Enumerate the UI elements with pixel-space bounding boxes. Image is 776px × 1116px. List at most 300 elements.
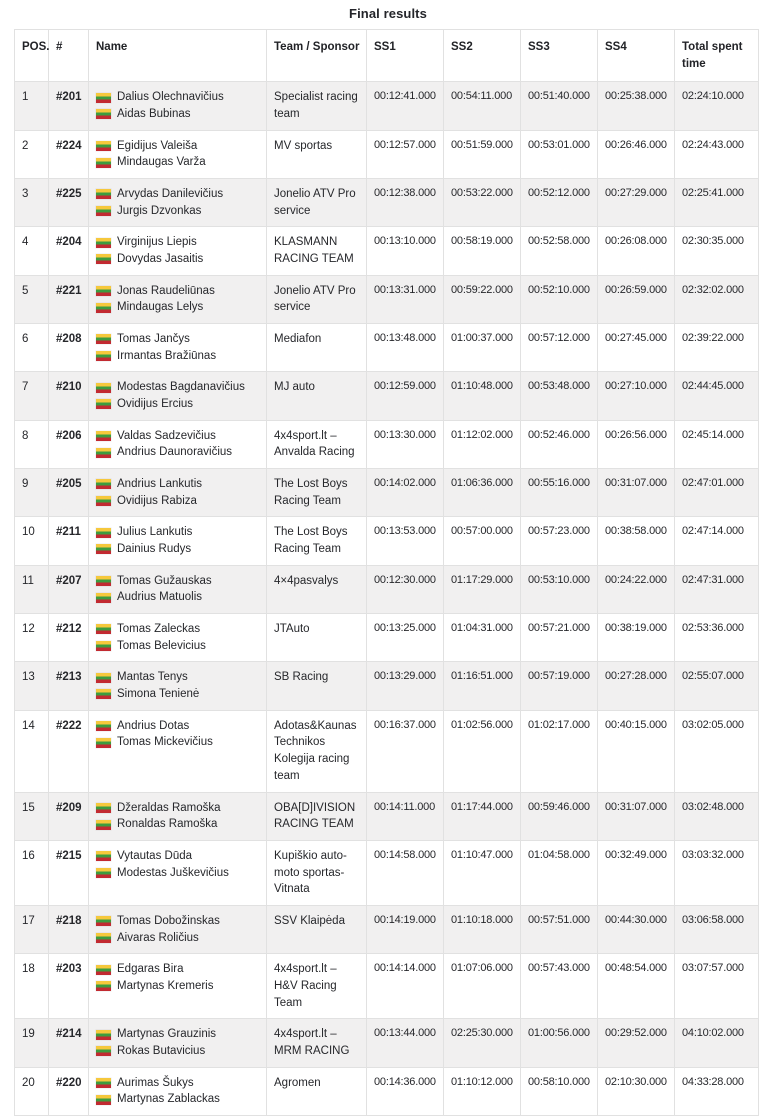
name-cell [89, 1067, 267, 1115]
team-cell: MV sportas [267, 130, 367, 178]
driver-line [96, 186, 260, 203]
lithuania-flag-icon [96, 431, 111, 441]
lithuania-flag-icon [96, 351, 111, 361]
ss1-time-cell: 00:14:19.000 [367, 905, 444, 953]
driver-line [96, 138, 260, 155]
ss2-time-cell: 01:16:51.000 [444, 662, 521, 710]
driver-line [96, 89, 260, 106]
driver-name: Dovydas Jasaitis [117, 253, 204, 266]
ss4-time-cell: 00:27:28.000 [598, 662, 675, 710]
driver-line [96, 234, 260, 251]
result-row [15, 954, 759, 1019]
ss3-time-cell: 00:52:10.000 [521, 275, 598, 323]
name-cell [89, 227, 267, 275]
driver-name: Ovidijus Ercius [117, 398, 194, 411]
lithuania-flag-icon [96, 303, 111, 313]
driver-line [96, 621, 260, 638]
total-time-cell: 02:25:41.000 [675, 179, 759, 227]
driver-name: Modestas Juškevičius [117, 866, 229, 879]
result-row [15, 179, 759, 227]
car-number-cell: #224 [49, 130, 89, 178]
pos-cell: 1 [15, 82, 49, 130]
team-cell: Agromen [267, 1067, 367, 1115]
driver-name: Dalius Olechnavičius [117, 91, 224, 104]
ss4-time-cell: 02:10:30.000 [598, 1067, 675, 1115]
ss1-time-cell: 00:12:30.000 [367, 565, 444, 613]
ss2-time-cell: 00:53:22.000 [444, 179, 521, 227]
total-time-cell: 03:06:58.000 [675, 905, 759, 953]
pos-cell: 4 [15, 227, 49, 275]
ss4-time-cell: 00:27:10.000 [598, 372, 675, 420]
team-cell: The Lost Boys Racing Team [267, 517, 367, 565]
driver-line [96, 348, 260, 365]
lithuania-flag-icon [96, 1046, 111, 1056]
car-number-cell: #211 [49, 517, 89, 565]
result-row [15, 420, 759, 468]
total-time-cell: 02:45:14.000 [675, 420, 759, 468]
lithuania-flag-icon [96, 689, 111, 699]
column-header-ss2: SS2 [444, 30, 521, 82]
pos-cell: 8 [15, 420, 49, 468]
ss1-time-cell: 00:13:48.000 [367, 324, 444, 372]
column-header-total-time: Total spent time [675, 30, 759, 82]
car-number-cell: #208 [49, 324, 89, 372]
pos-cell: 3 [15, 179, 49, 227]
lithuania-flag-icon [96, 286, 111, 296]
total-time-cell: 03:02:48.000 [675, 792, 759, 840]
lithuania-flag-icon [96, 528, 111, 538]
ss3-time-cell: 00:57:43.000 [521, 954, 598, 1019]
name-cell [89, 565, 267, 613]
driver-line [96, 865, 260, 882]
lithuania-flag-icon [96, 1030, 111, 1040]
lithuania-flag-icon [96, 673, 111, 683]
result-row [15, 275, 759, 323]
driver-name: Virginijus Liepis [117, 236, 197, 249]
driver-name: Mindaugas Lelys [117, 301, 204, 314]
driver-line [96, 589, 260, 606]
car-number-cell: #205 [49, 469, 89, 517]
ss3-time-cell: 00:57:51.000 [521, 905, 598, 953]
lithuania-flag-icon [96, 479, 111, 489]
ss4-time-cell: 00:26:46.000 [598, 130, 675, 178]
ss2-time-cell: 01:12:02.000 [444, 420, 521, 468]
lithuania-flag-icon [96, 383, 111, 393]
ss2-time-cell: 01:00:37.000 [444, 324, 521, 372]
total-time-cell: 02:47:14.000 [675, 517, 759, 565]
result-row [15, 130, 759, 178]
driver-line [96, 816, 260, 833]
pos-cell: 10 [15, 517, 49, 565]
car-number-cell: #210 [49, 372, 89, 420]
ss4-time-cell: 00:27:29.000 [598, 179, 675, 227]
car-number-cell: #209 [49, 792, 89, 840]
driver-name: Jurgis Dzvonkas [117, 204, 202, 217]
ss1-time-cell: 00:13:44.000 [367, 1019, 444, 1067]
car-number-cell: #214 [49, 1019, 89, 1067]
result-row [15, 517, 759, 565]
car-number-cell: #220 [49, 1067, 89, 1115]
result-row [15, 840, 759, 905]
ss2-time-cell: 01:07:06.000 [444, 954, 521, 1019]
header-row [15, 30, 759, 82]
driver-name: Tomas Jančys [117, 333, 190, 346]
lithuania-flag-icon [96, 721, 111, 731]
car-number-cell: #207 [49, 565, 89, 613]
lithuania-flag-icon [96, 544, 111, 554]
ss2-time-cell: 00:57:00.000 [444, 517, 521, 565]
table-header [15, 30, 759, 82]
driver-name: Dainius Rudys [117, 543, 192, 556]
ss4-time-cell: 00:38:19.000 [598, 614, 675, 662]
ss2-time-cell: 00:51:59.000 [444, 130, 521, 178]
driver-line [96, 476, 260, 493]
driver-name: Edgaras Bira [117, 963, 184, 976]
lithuania-flag-icon [96, 851, 111, 861]
ss1-time-cell: 00:12:59.000 [367, 372, 444, 420]
driver-name: Simona Tenienė [117, 688, 200, 701]
car-number-cell: #201 [49, 82, 89, 130]
name-cell [89, 179, 267, 227]
pos-cell: 11 [15, 565, 49, 613]
team-cell: SB Racing [267, 662, 367, 710]
total-time-cell: 02:30:35.000 [675, 227, 759, 275]
ss1-time-cell: 00:13:53.000 [367, 517, 444, 565]
ss3-time-cell: 00:51:40.000 [521, 82, 598, 130]
name-cell [89, 905, 267, 953]
driver-line [96, 396, 260, 413]
lithuania-flag-icon [96, 238, 111, 248]
driver-name: Aurimas Šukys [117, 1076, 194, 1089]
driver-line [96, 379, 260, 396]
driver-line [96, 1091, 260, 1108]
ss3-time-cell: 00:57:19.000 [521, 662, 598, 710]
driver-name: Jonas Raudeliūnas [117, 284, 215, 297]
driver-line [96, 848, 260, 865]
driver-name: Tomas Belevicius [117, 639, 206, 652]
name-cell [89, 710, 267, 792]
ss3-time-cell: 00:53:10.000 [521, 565, 598, 613]
ss3-time-cell: 00:57:23.000 [521, 517, 598, 565]
total-time-cell: 04:33:28.000 [675, 1067, 759, 1115]
ss4-time-cell: 00:25:38.000 [598, 82, 675, 130]
driver-line [96, 444, 260, 461]
driver-name: Ronaldas Ramoška [117, 818, 218, 831]
ss4-time-cell: 00:26:56.000 [598, 420, 675, 468]
team-cell: Jonelio ATV Pro service [267, 275, 367, 323]
lithuania-flag-icon [96, 916, 111, 926]
driver-line [96, 493, 260, 510]
pos-cell: 18 [15, 954, 49, 1019]
team-cell: 4x4sport.lt – Anvalda Racing [267, 420, 367, 468]
ss1-time-cell: 00:12:57.000 [367, 130, 444, 178]
driver-line [96, 299, 260, 316]
driver-name: Irmantas Bražiūnas [117, 349, 217, 362]
lithuania-flag-icon [96, 109, 111, 119]
total-time-cell: 03:07:57.000 [675, 954, 759, 1019]
result-row [15, 469, 759, 517]
pos-cell: 5 [15, 275, 49, 323]
team-cell: JTAuto [267, 614, 367, 662]
team-cell: Adotas&Kaunas Technikos Kolegija racing team [267, 710, 367, 792]
driver-name: Tomas Mickevičius [117, 736, 213, 749]
lithuania-flag-icon [96, 933, 111, 943]
total-time-cell: 02:53:36.000 [675, 614, 759, 662]
lithuania-flag-icon [96, 965, 111, 975]
ss4-time-cell: 00:31:07.000 [598, 469, 675, 517]
lithuania-flag-icon [96, 496, 111, 506]
lithuania-flag-icon [96, 803, 111, 813]
lithuania-flag-icon [96, 820, 111, 830]
team-cell: 4×4pasvalys [267, 565, 367, 613]
driver-name: Tomas Zaleckas [117, 623, 201, 636]
driver-line [96, 573, 260, 590]
driver-line [96, 734, 260, 751]
team-cell: Jonelio ATV Pro service [267, 179, 367, 227]
pos-cell: 13 [15, 662, 49, 710]
car-number-cell: #212 [49, 614, 89, 662]
ss1-time-cell: 00:13:30.000 [367, 420, 444, 468]
driver-name: Džeraldas Ramoška [117, 801, 221, 814]
ss3-time-cell: 00:53:01.000 [521, 130, 598, 178]
driver-name: Mantas Tenys [117, 671, 188, 684]
total-time-cell: 04:10:02.000 [675, 1019, 759, 1067]
driver-name: Vytautas Dūda [117, 849, 193, 862]
driver-name: Audrius Matuolis [117, 591, 203, 604]
team-cell: 4x4sport.lt – H&V Racing Team [267, 954, 367, 1019]
column-header-team-sponsor: Team / Sponsor [267, 30, 367, 82]
team-cell: OBA[D]IVISION RACING TEAM [267, 792, 367, 840]
driver-name: Modestas Bagdanavičius [117, 381, 245, 394]
ss3-time-cell: 00:52:58.000 [521, 227, 598, 275]
page-title: Final results [349, 6, 427, 21]
result-row [15, 372, 759, 420]
total-time-cell: 02:24:10.000 [675, 82, 759, 130]
ss1-time-cell: 00:13:10.000 [367, 227, 444, 275]
result-row [15, 82, 759, 130]
lithuania-flag-icon [96, 641, 111, 651]
ss2-time-cell: 01:17:29.000 [444, 565, 521, 613]
column-header-pos: POS. [15, 30, 49, 82]
ss2-time-cell: 01:10:12.000 [444, 1067, 521, 1115]
ss2-time-cell: 01:10:18.000 [444, 905, 521, 953]
ss4-time-cell: 00:38:58.000 [598, 517, 675, 565]
ss2-time-cell: 01:06:36.000 [444, 469, 521, 517]
column-header-car-number: # [49, 30, 89, 82]
driver-line [96, 524, 260, 541]
ss4-time-cell: 00:32:49.000 [598, 840, 675, 905]
ss3-time-cell: 01:00:56.000 [521, 1019, 598, 1067]
table-body [15, 82, 759, 1116]
ss2-time-cell: 02:25:30.000 [444, 1019, 521, 1067]
pos-cell: 14 [15, 710, 49, 792]
pos-cell: 7 [15, 372, 49, 420]
ss4-time-cell: 00:31:07.000 [598, 792, 675, 840]
ss1-time-cell: 00:16:37.000 [367, 710, 444, 792]
total-time-cell: 02:24:43.000 [675, 130, 759, 178]
pos-cell: 20 [15, 1067, 49, 1115]
total-time-cell: 02:47:31.000 [675, 565, 759, 613]
driver-name: Egidijus Valeiša [117, 139, 198, 152]
driver-line [96, 669, 260, 686]
ss4-time-cell: 00:24:22.000 [598, 565, 675, 613]
driver-line [96, 638, 260, 655]
name-cell [89, 372, 267, 420]
driver-line [96, 283, 260, 300]
car-number-cell: #215 [49, 840, 89, 905]
result-row [15, 792, 759, 840]
driver-name: Rokas Butavicius [117, 1044, 206, 1057]
column-header-ss1: SS1 [367, 30, 444, 82]
result-row [15, 227, 759, 275]
ss3-time-cell: 00:57:12.000 [521, 324, 598, 372]
lithuania-flag-icon [96, 576, 111, 586]
ss3-time-cell: 01:04:58.000 [521, 840, 598, 905]
driver-line [96, 718, 260, 735]
team-cell: KLASMANN RACING TEAM [267, 227, 367, 275]
team-cell: 4x4sport.lt – MRM RACING [267, 1019, 367, 1067]
lithuania-flag-icon [96, 93, 111, 103]
lithuania-flag-icon [96, 399, 111, 409]
name-cell [89, 420, 267, 468]
lithuania-flag-icon [96, 158, 111, 168]
driver-name: Ovidijus Rabiza [117, 494, 197, 507]
ss4-time-cell: 00:44:30.000 [598, 905, 675, 953]
driver-line [96, 800, 260, 817]
driver-line [96, 930, 260, 947]
team-cell: Kupiškio auto-moto sportas-Vitnata [267, 840, 367, 905]
name-cell [89, 517, 267, 565]
team-cell: The Lost Boys Racing Team [267, 469, 367, 517]
ss3-time-cell: 00:55:16.000 [521, 469, 598, 517]
team-cell: SSV Klaipėda [267, 905, 367, 953]
name-cell [89, 954, 267, 1019]
driver-line [96, 154, 260, 171]
car-number-cell: #204 [49, 227, 89, 275]
driver-name: Andrius Daunoravičius [117, 446, 233, 459]
pos-cell: 17 [15, 905, 49, 953]
name-cell [89, 275, 267, 323]
pos-cell: 15 [15, 792, 49, 840]
driver-name: Martynas Grauzinis [117, 1028, 217, 1041]
total-time-cell: 02:55:07.000 [675, 662, 759, 710]
column-header-ss3: SS3 [521, 30, 598, 82]
driver-name: Andrius Dotas [117, 719, 190, 732]
driver-line [96, 1043, 260, 1060]
lithuania-flag-icon [96, 1078, 111, 1088]
car-number-cell: #225 [49, 179, 89, 227]
pos-cell: 6 [15, 324, 49, 372]
result-row [15, 710, 759, 792]
ss1-time-cell: 00:14:11.000 [367, 792, 444, 840]
name-cell [89, 130, 267, 178]
lithuania-flag-icon [96, 981, 111, 991]
car-number-cell: #222 [49, 710, 89, 792]
lithuania-flag-icon [96, 1095, 111, 1105]
column-header-ss4: SS4 [598, 30, 675, 82]
ss4-time-cell: 00:40:15.000 [598, 710, 675, 792]
driver-line [96, 251, 260, 268]
ss4-time-cell: 00:29:52.000 [598, 1019, 675, 1067]
driver-line [96, 428, 260, 445]
car-number-cell: #218 [49, 905, 89, 953]
ss1-time-cell: 00:14:02.000 [367, 469, 444, 517]
pos-cell: 12 [15, 614, 49, 662]
ss2-time-cell: 01:10:47.000 [444, 840, 521, 905]
lithuania-flag-icon [96, 141, 111, 151]
ss1-time-cell: 00:13:25.000 [367, 614, 444, 662]
ss1-time-cell: 00:13:29.000 [367, 662, 444, 710]
total-time-cell: 02:39:22.000 [675, 324, 759, 372]
ss2-time-cell: 00:54:11.000 [444, 82, 521, 130]
pos-cell: 2 [15, 130, 49, 178]
result-row [15, 1067, 759, 1115]
final-results-table [14, 29, 759, 1116]
ss2-time-cell: 01:04:31.000 [444, 614, 521, 662]
car-number-cell: #221 [49, 275, 89, 323]
driver-line [96, 686, 260, 703]
driver-name: Tomas Dobožinskas [117, 914, 220, 927]
lithuania-flag-icon [96, 868, 111, 878]
team-cell: Mediafon [267, 324, 367, 372]
result-row [15, 614, 759, 662]
car-number-cell: #203 [49, 954, 89, 1019]
ss1-time-cell: 00:13:31.000 [367, 275, 444, 323]
ss2-time-cell: 00:59:22.000 [444, 275, 521, 323]
ss1-time-cell: 00:14:36.000 [367, 1067, 444, 1115]
lithuania-flag-icon [96, 189, 111, 199]
ss2-time-cell: 00:58:19.000 [444, 227, 521, 275]
driver-name: Aivaras Roličius [117, 931, 199, 944]
lithuania-flag-icon [96, 624, 111, 634]
lithuania-flag-icon [96, 738, 111, 748]
ss1-time-cell: 00:12:41.000 [367, 82, 444, 130]
pos-cell: 16 [15, 840, 49, 905]
pos-cell: 9 [15, 469, 49, 517]
result-row [15, 905, 759, 953]
ss4-time-cell: 00:26:59.000 [598, 275, 675, 323]
name-cell [89, 662, 267, 710]
total-time-cell: 02:44:45.000 [675, 372, 759, 420]
driver-name: Andrius Lankutis [117, 478, 203, 491]
driver-name: Arvydas Danilevičius [117, 188, 224, 201]
car-number-cell: #213 [49, 662, 89, 710]
result-row [15, 1019, 759, 1067]
ss3-time-cell: 01:02:17.000 [521, 710, 598, 792]
driver-name: Julius Lankutis [117, 526, 193, 539]
ss4-time-cell: 00:48:54.000 [598, 954, 675, 1019]
ss1-time-cell: 00:12:38.000 [367, 179, 444, 227]
name-cell [89, 469, 267, 517]
ss3-time-cell: 00:59:46.000 [521, 792, 598, 840]
result-row [15, 565, 759, 613]
ss2-time-cell: 01:10:48.000 [444, 372, 521, 420]
column-header-name: Name [89, 30, 267, 82]
lithuania-flag-icon [96, 254, 111, 264]
lithuania-flag-icon [96, 448, 111, 458]
driver-line [96, 541, 260, 558]
ss3-time-cell: 00:52:46.000 [521, 420, 598, 468]
driver-name: Mindaugas Varža [117, 156, 206, 169]
total-time-cell: 02:47:01.000 [675, 469, 759, 517]
driver-line [96, 913, 260, 930]
ss3-time-cell: 00:52:12.000 [521, 179, 598, 227]
name-cell [89, 82, 267, 130]
driver-line [96, 106, 260, 123]
lithuania-flag-icon [96, 206, 111, 216]
ss3-time-cell: 00:53:48.000 [521, 372, 598, 420]
driver-name: Tomas Gužauskas [117, 574, 212, 587]
